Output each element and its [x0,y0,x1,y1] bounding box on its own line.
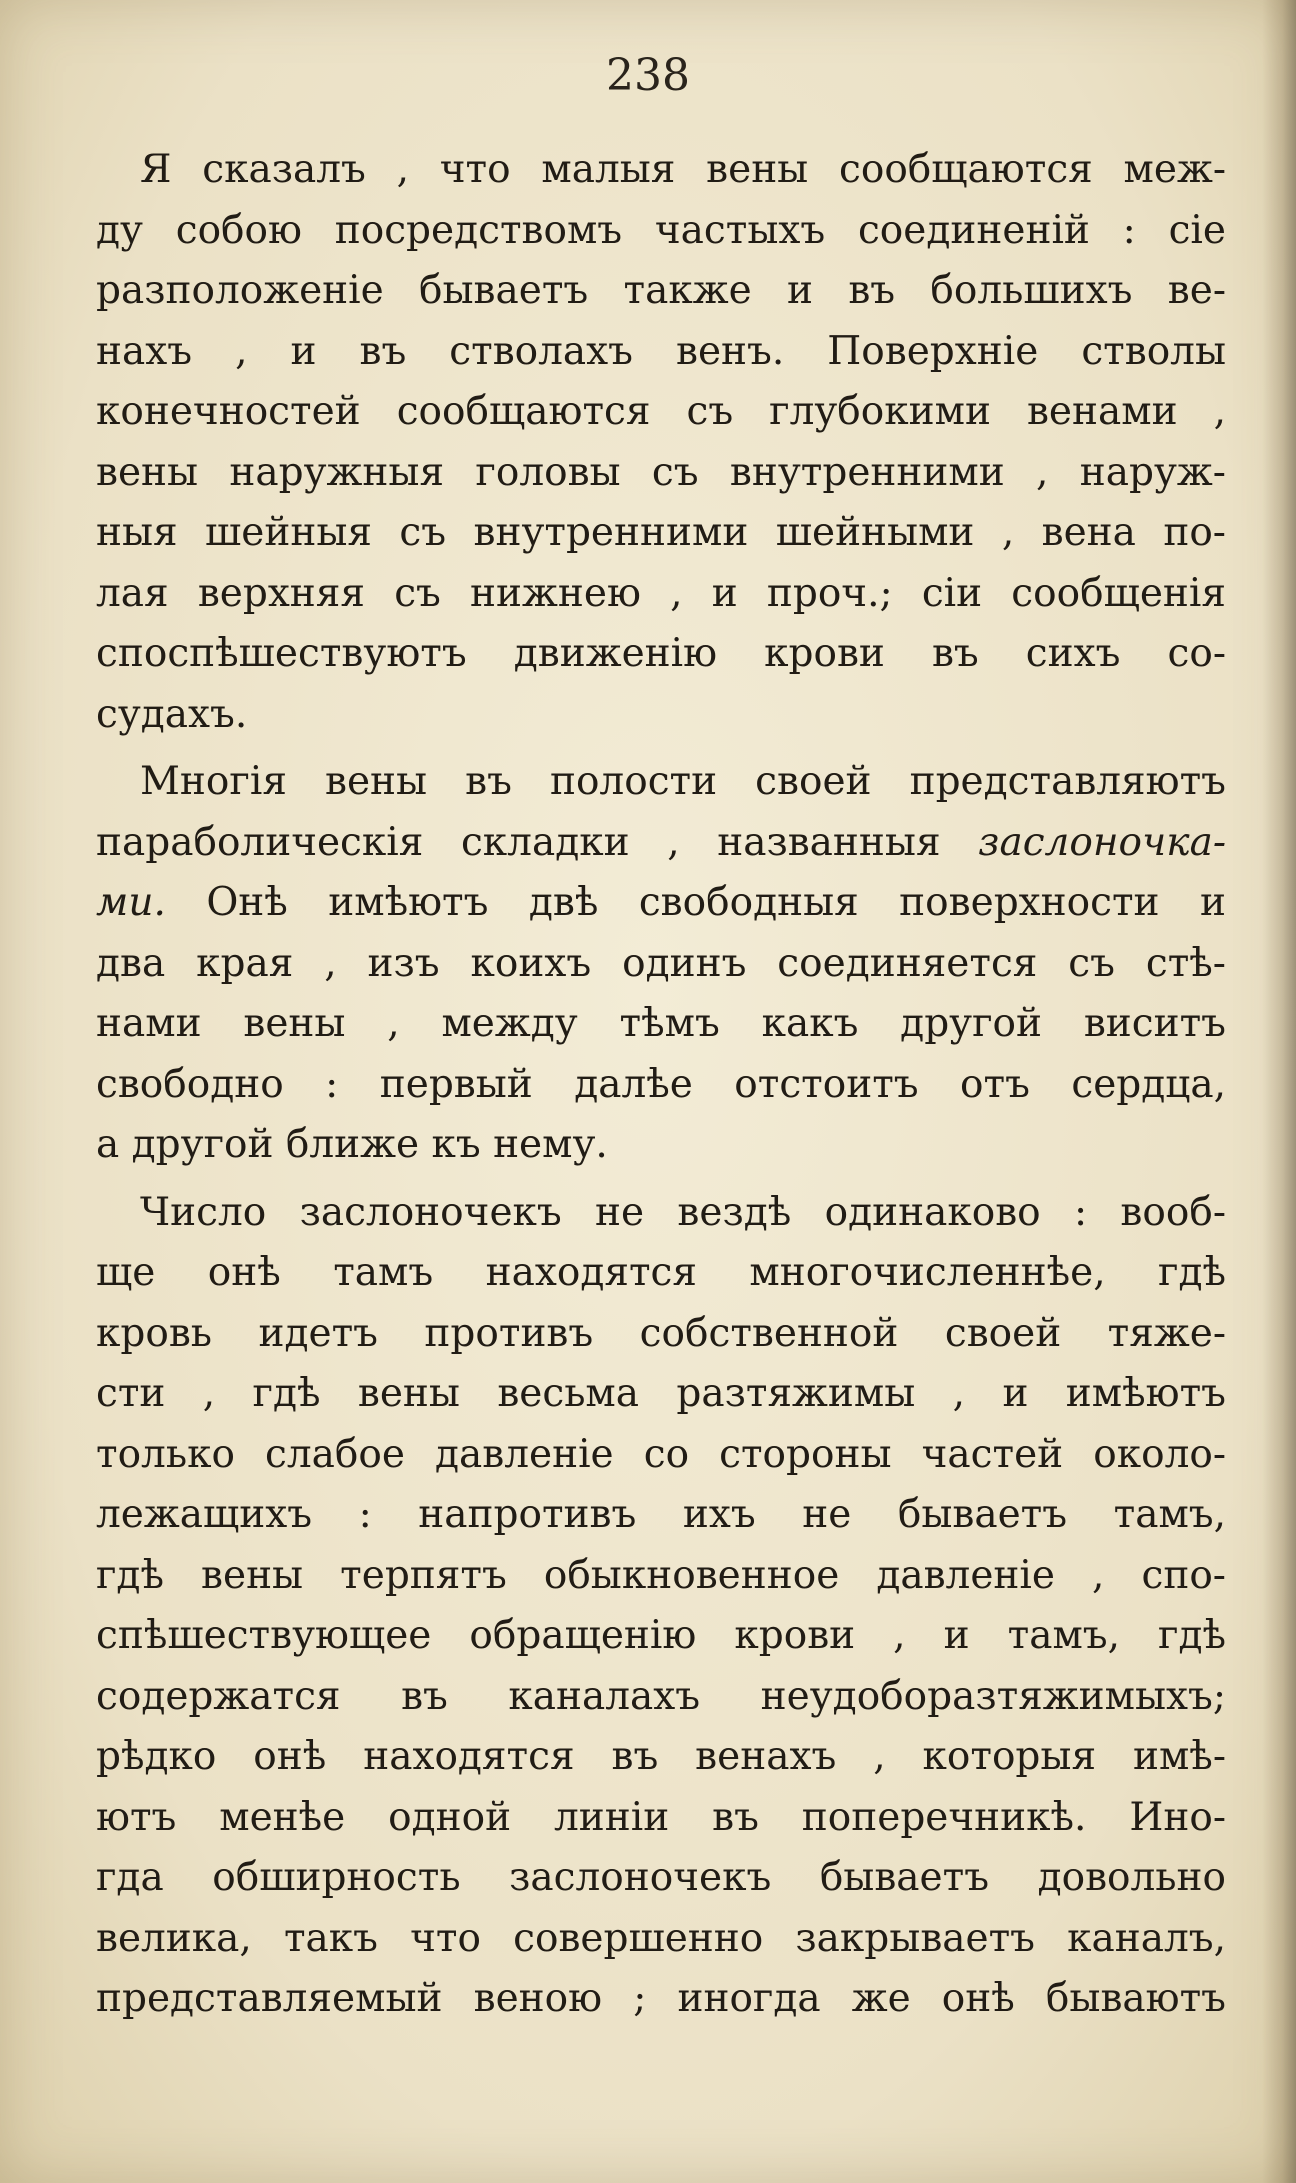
text-line: Многія вены въ полости своей представляютъ [140,759,1226,804]
paragraph-1 [96,140,1226,745]
paragraph-3 [96,1183,1226,2030]
text-line: Я сказалъ , что малыя вены сообщаются меж- [140,147,1226,192]
body-text [96,140,1226,2030]
text-line: содержатся въ каналахъ неудоборазтяжимыхъ; [96,1673,1226,1719]
text-segment: Онѣ имѣютъ двѣ свободныя поверхности и [165,880,1226,925]
text-line: лая верхняя съ нижнею , и проч.; сіи сообщенія [96,570,1226,616]
text-line: судахъ. [96,691,248,737]
text-line: нахъ , и въ стволахъ венъ. Поверхніе стволы [96,328,1226,374]
emphasized-term: заслоночка- [978,819,1226,865]
text-line: представляемый веною ; иногда же онѣ бываютъ [96,1976,1226,2021]
text-line: спѣшествующее обращенію крови , и тамъ, гдѣ [96,1613,1226,1658]
text-line: свободно : первый далѣе отстоитъ отъ сердца, [96,1061,1226,1107]
text-segment: параболическія складки , названныя [96,819,941,865]
text-line: ще онѣ тамъ находятся многочисленнѣе, гдѣ [96,1250,1226,1295]
text-line: лежащихъ : напротивъ ихъ не бываетъ тамъ, [96,1492,1226,1537]
text-line: вены наружныя головы съ внутренними , наруж- [96,449,1226,495]
text-line: рѣдко онѣ находятся въ венахъ , которыя имѣ- [96,1734,1226,1779]
text-line: ныя шейныя съ внутренними шейными , вена по- [96,510,1226,555]
text-line: только слабое давленіе со стороны частей около- [96,1431,1226,1477]
page-number: 238 [606,50,690,101]
text-line-with-emphasis [96,813,1226,874]
text-line: сти , гдѣ вены весьма разтяжимы , и имѣютъ [96,1371,1226,1416]
text-line: гдѣ вены терпятъ обыкновенное давленіе , спо- [96,1552,1226,1598]
text-line: споспѣшествуютъ движенію крови въ сихъ со- [96,631,1226,676]
text-line: кровь идетъ противъ собственной своей тяже- [96,1310,1226,1356]
paragraph-2 [96,752,1226,1176]
text-line: велика, такъ что совершенно закрываетъ каналъ, [96,1915,1226,1961]
text-line: Число заслоночекъ не вездѣ одинаково : вооб- [140,1189,1226,1235]
text-line: разположеніе бываетъ также и въ большихъ ве- [96,268,1226,313]
text-line: конечностей сообщаются съ глубокими венами , [96,389,1226,434]
text-line: гда обширность заслоночекъ бываетъ довольно [96,1855,1226,1900]
emphasized-term-end: ми. [96,880,166,925]
page-spine-shadow [1262,0,1296,2183]
text-line: ду собою посредствомъ частыхъ соединеній : сіе [96,207,1226,253]
text-line: нами вены , между тѣмъ какъ другой виситъ [96,1001,1226,1046]
text-line: ютъ менѣе одной линіи въ поперечникѣ. Ино- [96,1794,1226,1840]
text-line [96,873,1226,934]
text-line: а другой ближе къ нему. [96,1122,608,1167]
text-line: два края , изъ коихъ одинъ соединяется съ стѣ- [96,940,1226,986]
